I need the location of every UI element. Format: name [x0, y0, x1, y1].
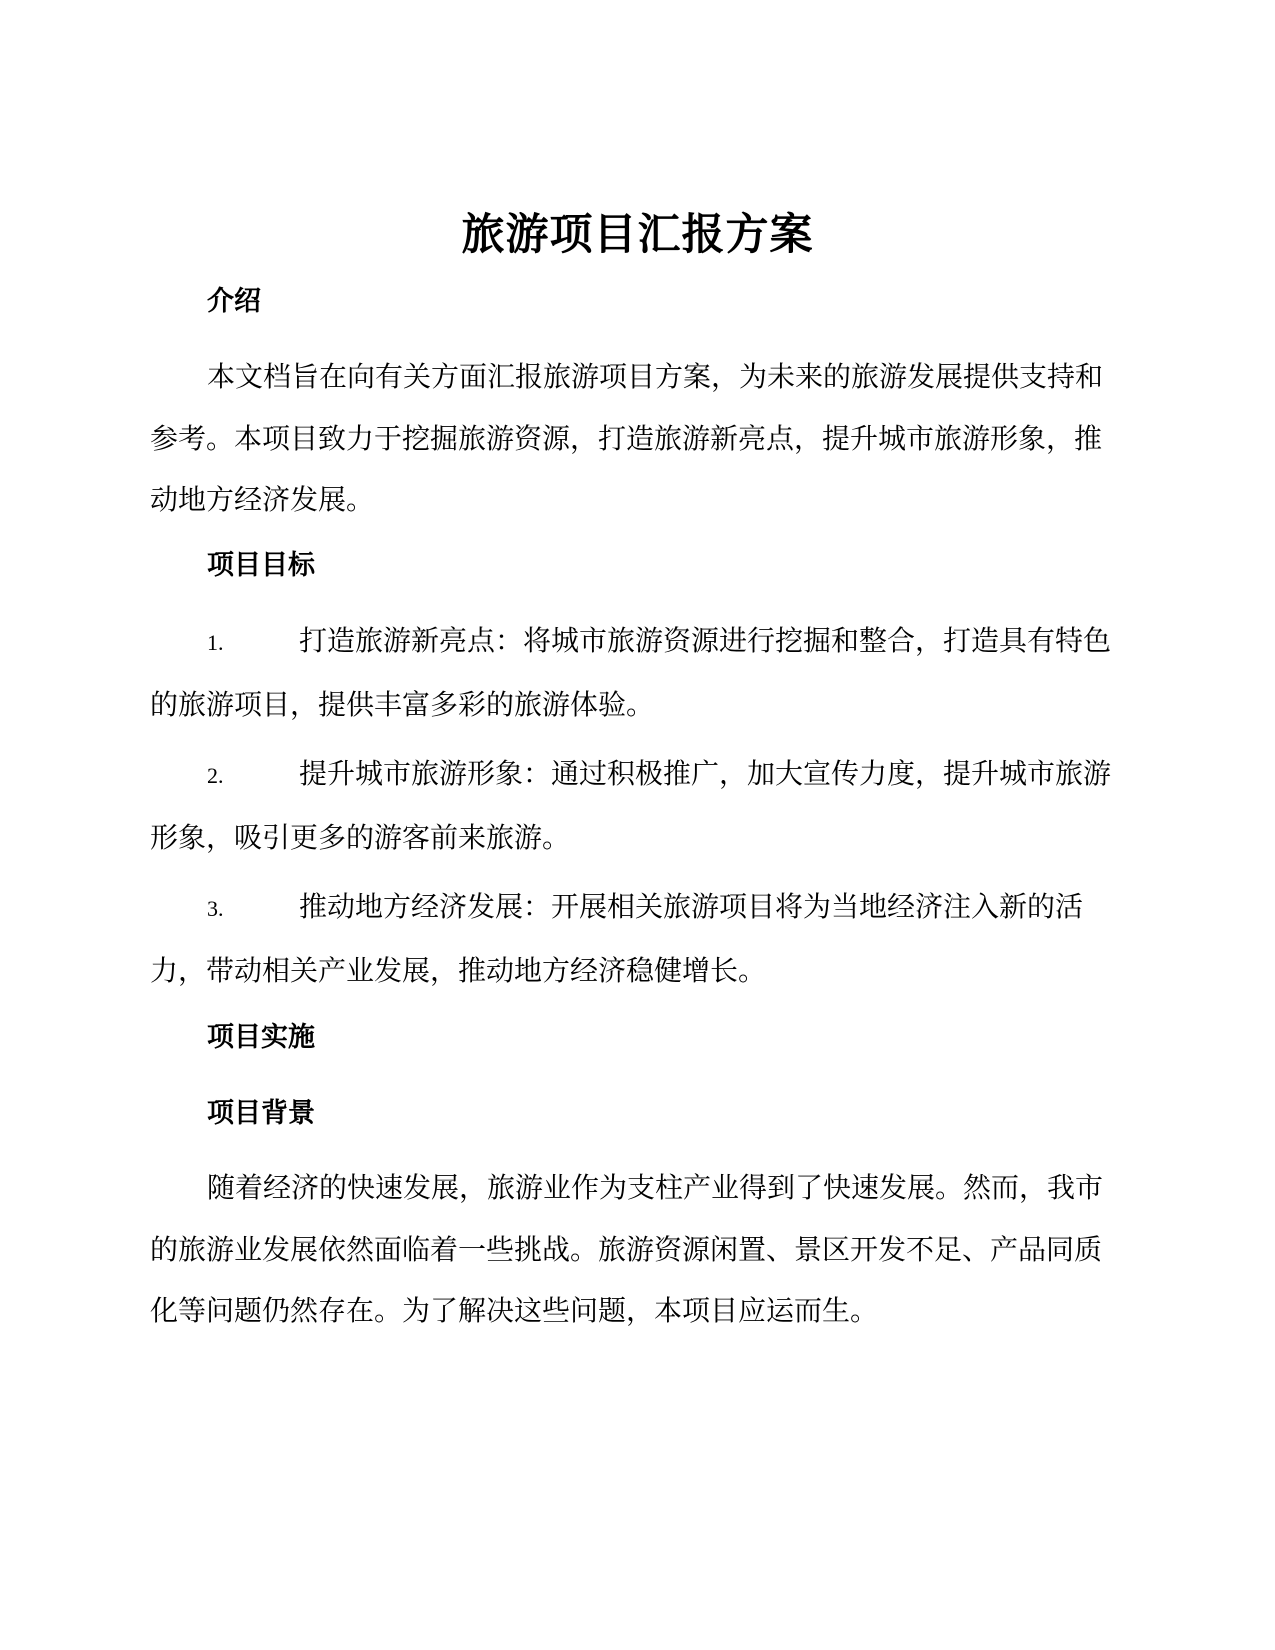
goal-number: 1. [207, 630, 224, 655]
goal-text: 打造旅游新亮点：将城市旅游资源进行挖掘和整合，打造具有特色的旅游项目，提供丰富多彩的旅游体验。 [150, 624, 1112, 721]
intro-paragraph: 本文档旨在向有关方面汇报旅游项目方案，为未来的旅游发展提供支持和参考。本项目致力于挖掘旅游资源，打造旅游新亮点，提升城市旅游形象，推动地方经济发展。 [150, 360, 1104, 516]
section-heading-implementation: 项目实施 [207, 1022, 315, 1053]
section-heading-goals: 项目目标 [207, 550, 315, 581]
goal-text: 推动地方经济发展：开展相关旅游项目将为当地经济注入新的活力，带动相关产业发展，推动地方经济稳健增长。 [150, 890, 1084, 987]
goal-number: 3. [207, 896, 224, 921]
section-heading-background: 项目背景 [207, 1098, 315, 1129]
goal-list-item [150, 876, 1125, 1001]
goal-list-item [150, 743, 1125, 868]
goal-number: 2. [207, 763, 224, 788]
goal-list-item [150, 610, 1125, 735]
section-heading-intro: 介绍 [207, 286, 261, 317]
background-paragraph: 随着经济的快速发展，旅游业作为支柱产业得到了快速发展。然而，我市的旅游业发展依然面临着一些挑战。旅游资源闲置、景区开发不足、产品同质化等问题仍然存在。为了解决这些问题，本项目应运而生。 [150, 1171, 1104, 1327]
document-title: 旅游项目汇报方案 [461, 210, 814, 260]
goal-text: 提升城市旅游形象：通过积极推广，加大宣传力度，提升城市旅游形象，吸引更多的游客前来旅游。 [150, 757, 1112, 854]
